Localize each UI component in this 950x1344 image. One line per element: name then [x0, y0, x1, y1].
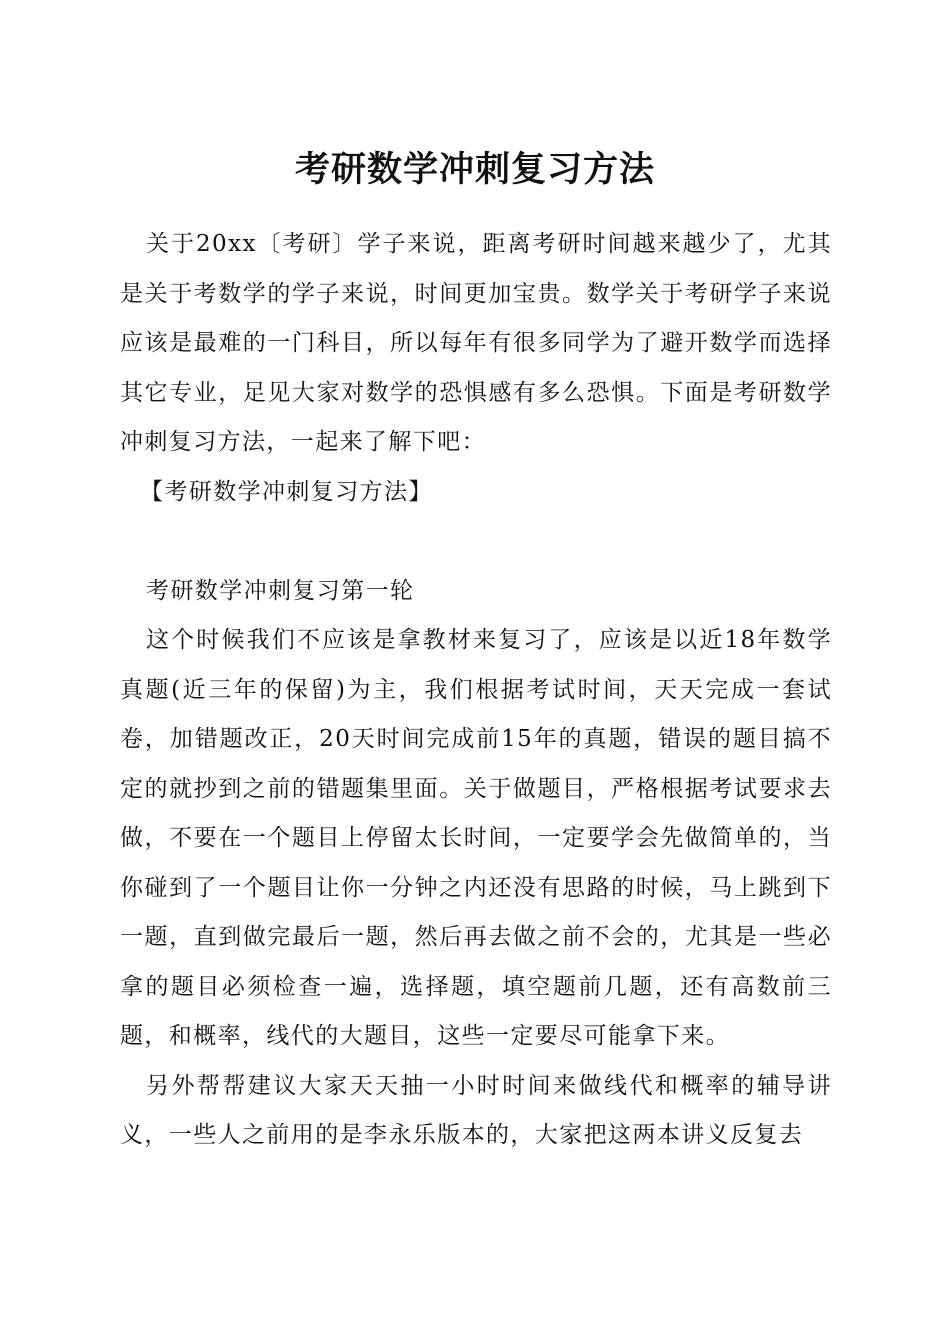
section-heading: 考研数学冲刺复习第一轮	[146, 577, 415, 604]
intro-paragraph: 关于20xx〔考研〕学子来说，距离考研时间越来越少了，尤其是关于考数学的学子来说，时间更加宝贵。数学关于考研学子来说应该是最难的一门科目，所以每年有很多同学为了避开数学而选择其它专业，足见大家对数学的恐惧感有多么恐惧。下面是考研数学冲刺复习方法，一起来了解下吧：	[120, 231, 832, 455]
advice-paragraph: 另外帮帮建议大家天天抽一小时时间来做线代和概率的辅导讲义，一些人之前用的是李永乐版本的，大家把这两本讲义反复去	[120, 1072, 832, 1148]
bracket-heading: 【考研数学冲刺复习方法】	[140, 478, 433, 505]
section-body-paragraph: 这个时候我们不应该是拿教材来复习了，应该是以近18年数学真题(近三年的保留)为主，我们根据考试时间，天天完成一套试卷，加错题改正，20天时间完成前15年的真题，错误的题目搞不定的就抄到之前的错题集里面。关于做题目，严格根据考试要求去做，不要在一个题目上停留太长时间，一定要学会先做简单的，当你碰到了一个题目让你一分钟之内还没有思路的时候，马上跳到下一题，直到做完最后一题，然后再去做之前不会的，尤其是一些必拿的题目必须检查一遍，选择题，填空题前几题，还有高数前三题，和概率，线代的大题目，这些一定要尽可能拿下来。	[120, 627, 832, 1049]
document-body	[120, 220, 832, 1161]
document-title: 考研数学冲刺复习方法	[294, 149, 655, 190]
